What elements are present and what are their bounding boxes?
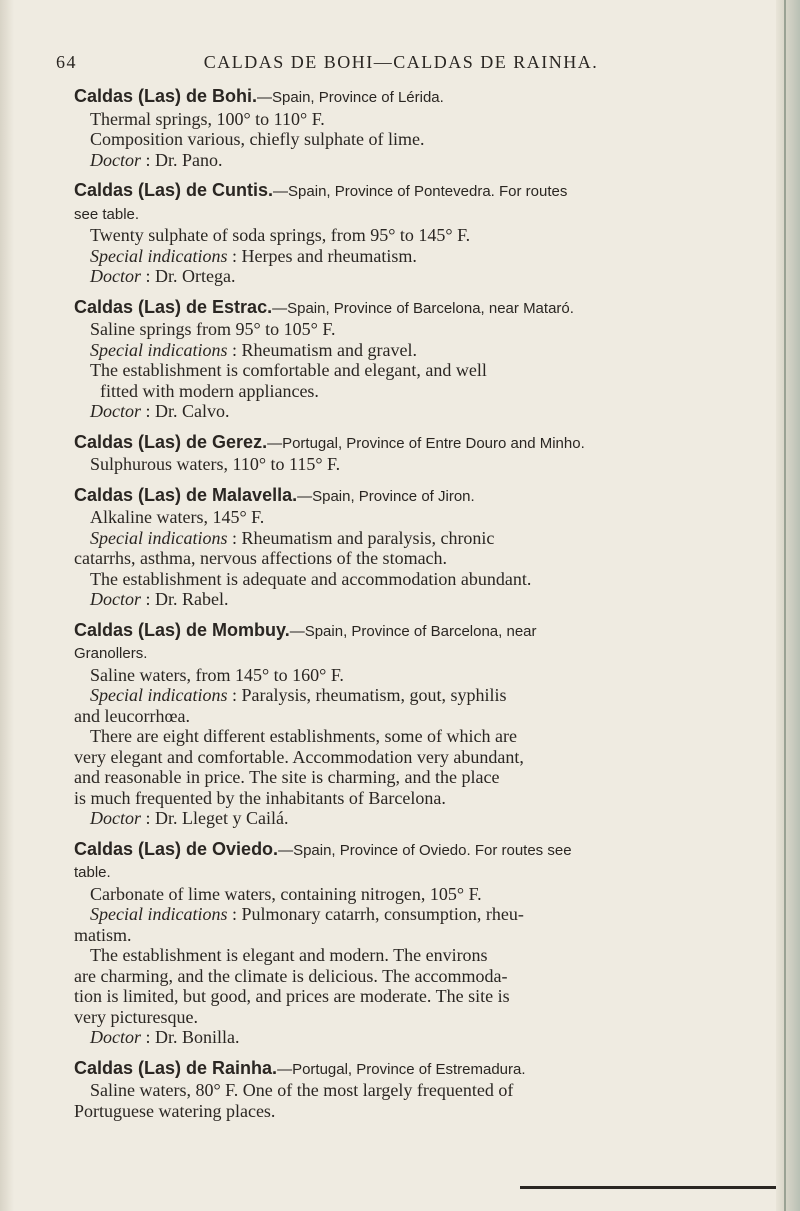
- entry-rainha: [74, 1058, 760, 1122]
- entry-location-cont: see table.: [74, 205, 140, 223]
- entry-name: Caldas (Las) de Oviedo.: [74, 838, 279, 859]
- entry-line: Alkaline waters, 145° F.: [90, 507, 265, 527]
- entry-line: Carbonate of lime waters, containing nitrogen, 105° F.: [90, 883, 482, 904]
- doctor-name: : Dr. Lleget y Cailá.: [145, 808, 289, 828]
- entry-location: —Spain, Province of Barcelona, near Mataró.: [272, 299, 574, 317]
- special-label: Special indications: [90, 685, 228, 705]
- entry-name: Caldas (Las) de Cuntis.: [74, 180, 274, 200]
- entry-gerez: [74, 432, 760, 475]
- special-text: : Rheumatism and gravel.: [231, 339, 417, 360]
- running-title: CALDAS DE BOHI—CALDAS DE RAINHA.: [203, 52, 599, 72]
- entry-location: —Portugal, Province of Entre Douro and Minho.: [267, 434, 585, 452]
- entry-line: and reasonable in price. The site is charming, and the place: [74, 767, 500, 787]
- special-text: : Pulmonary catarrh, consumption, rheu-: [231, 904, 524, 924]
- doctor-name: : Dr. Bonilla.: [145, 1027, 240, 1047]
- entry-name: Caldas (Las) de Estrac.: [74, 296, 273, 317]
- special-label: Special indications: [90, 904, 228, 924]
- special-text-cont: matism.: [74, 924, 132, 945]
- doctor-name: : Dr. Ortega.: [145, 266, 236, 286]
- special-label: Special indications: [90, 339, 228, 360]
- entry-line: The establishment is elegant and modern. The environs: [90, 945, 488, 965]
- entry-location: —Spain, Province of Lérida.: [257, 89, 444, 106]
- special-text: : Paralysis, rheumatism, gout, syphilis: [231, 685, 507, 705]
- doctor-name: : Dr. Pano.: [145, 149, 223, 170]
- special-label: Special indications: [90, 527, 228, 548]
- entry-line: Twenty sulphate of soda springs, from 95° to 145° F.: [90, 225, 471, 245]
- doctor-label: Doctor: [90, 266, 141, 286]
- doctor-name: : Dr. Rabel.: [145, 589, 229, 609]
- page-header: [56, 52, 746, 76]
- entry-line: tion is limited, but good, and prices are moderate. The site is: [74, 986, 510, 1006]
- doctor-label: Doctor: [90, 589, 141, 609]
- entry-line: Composition various, chiefly sulphate of lime.: [90, 129, 425, 149]
- bottom-rule: [520, 1186, 776, 1189]
- entry-line: Saline waters, from 145° to 160° F.: [90, 664, 344, 685]
- special-text-cont: and leucorrhœa.: [74, 705, 190, 726]
- entry-location: —Spain, Province of Oviedo. For routes see: [278, 841, 572, 859]
- entry-location: —Spain, Province of Barcelona, near: [289, 622, 537, 640]
- entry-line: The establishment is comfortable and elegant, and well: [90, 360, 487, 380]
- entries: [74, 86, 760, 1131]
- entry-cuntis: [74, 180, 760, 287]
- entry-name: Caldas (Las) de Malavella.: [74, 484, 298, 505]
- entry-mombuy: [74, 620, 760, 829]
- doctor-label: Doctor: [90, 401, 141, 421]
- special-label: Special indications: [90, 245, 228, 266]
- entry-line: fitted with modern appliances.: [100, 380, 319, 401]
- entry-line: There are eight different establishments, some of which are: [90, 726, 518, 746]
- entry-location-cont: table.: [74, 864, 111, 881]
- entry-bohi: [74, 86, 760, 170]
- entry-name: Caldas (Las) de Bohi.: [74, 86, 258, 106]
- entry-line: are charming, and the climate is delicious. The accommoda-: [74, 965, 508, 986]
- entry-name: Caldas (Las) de Gerez.: [74, 431, 268, 452]
- entry-location: —Portugal, Province of Estremadura.: [277, 1060, 526, 1078]
- entry-line: Sulphurous waters, 110° to 115° F.: [90, 454, 341, 474]
- entry-location-cont: Granollers.: [74, 645, 148, 662]
- entry-line: Thermal springs, 100° to 110° F.: [90, 108, 325, 129]
- page-number: 64: [56, 52, 77, 72]
- entry-line: very elegant and comfortable. Accommodation very abundant,: [74, 746, 524, 767]
- entry-location: —Spain, Province of Jiron.: [297, 487, 475, 505]
- entry-line: is much frequented by the inhabitants of Barcelona.: [74, 787, 446, 808]
- page-gutter: [0, 0, 14, 1211]
- entry-line: Saline springs from 95° to 105° F.: [90, 319, 336, 339]
- entry-line: Saline waters, 80° F. One of the most largely frequented of: [90, 1080, 514, 1100]
- entry-name: Caldas (Las) de Mombuy.: [74, 619, 290, 640]
- doctor-name: : Dr. Calvo.: [145, 401, 230, 421]
- entry-location: —Spain, Province of Pontevedra. For routes: [273, 183, 568, 200]
- page-edge-line: [784, 0, 786, 1211]
- doctor-label: Doctor: [90, 808, 141, 828]
- special-text: : Herpes and rheumatism.: [231, 245, 417, 266]
- entry-line: The establishment is adequate and accommodation abundant.: [90, 568, 532, 589]
- entry-line: very picturesque.: [74, 1006, 198, 1027]
- entry-malavella: [74, 485, 760, 610]
- doctor-label: Doctor: [90, 149, 141, 170]
- entry-oviedo: [74, 839, 760, 1048]
- doctor-label: Doctor: [90, 1027, 141, 1047]
- special-text: : Rheumatism and paralysis, chronic: [231, 527, 495, 548]
- page-edge: [776, 0, 800, 1211]
- special-text-cont: catarrhs, asthma, nervous affections of the stomach.: [74, 548, 448, 568]
- entry-estrac: [74, 297, 760, 422]
- entry-name: Caldas (Las) de Rainha.: [74, 1057, 278, 1078]
- entry-line: Portuguese watering places.: [74, 1100, 276, 1121]
